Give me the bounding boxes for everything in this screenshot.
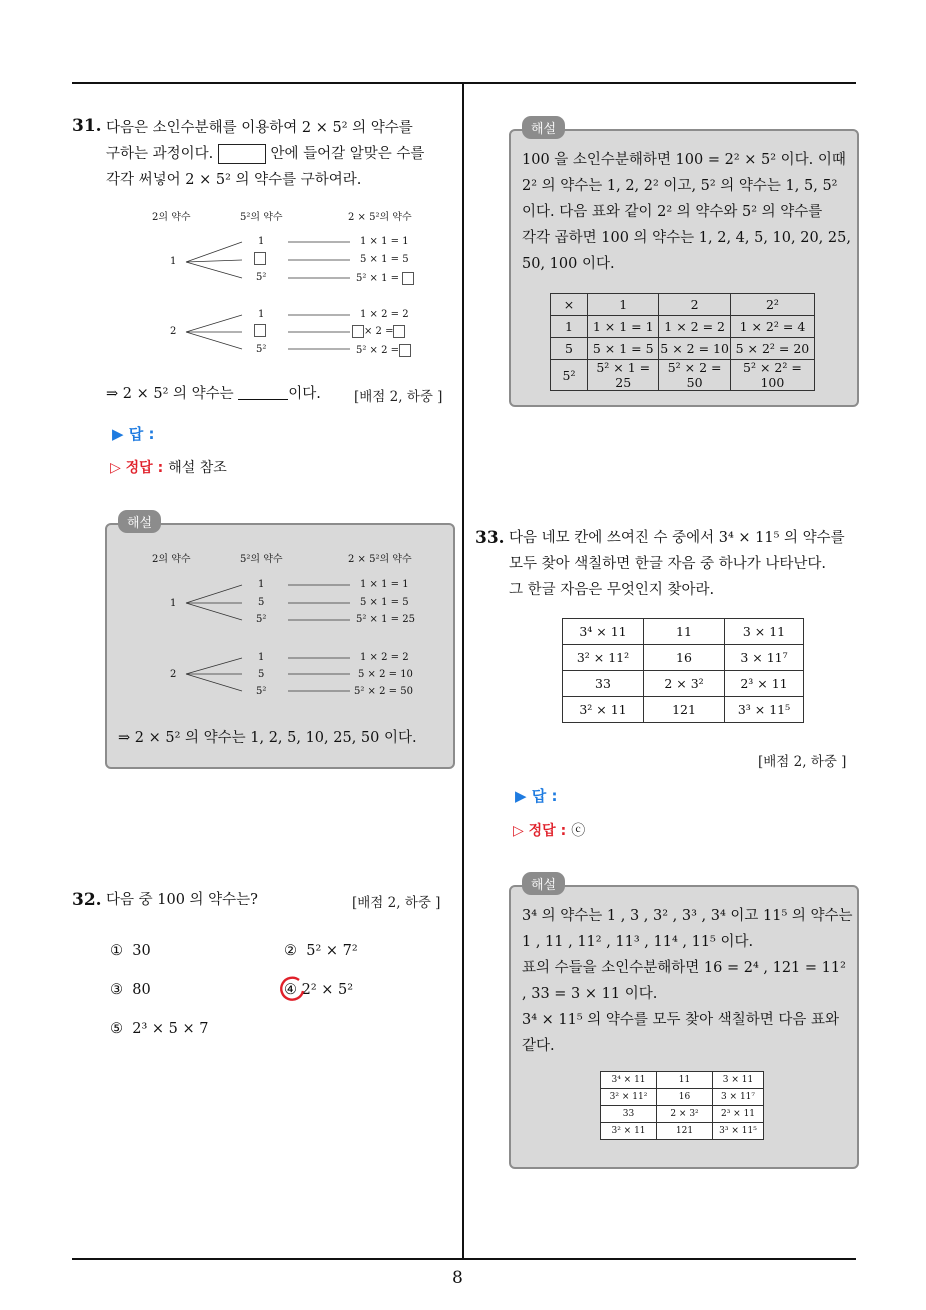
diag-header-product: 2 × 5²의 약수	[348, 212, 412, 223]
side-solution-table	[550, 293, 815, 391]
diag-result: 5² × 1 = 25	[356, 614, 415, 625]
diag-result: 5 × 2 = 10	[358, 669, 413, 680]
haeseol-tag: 해설	[118, 510, 161, 533]
diag-mid-blank	[254, 324, 266, 337]
top-rule	[72, 82, 856, 84]
q31-line1: 다음은 소인수분해를 이용하여 2 × 5² 의 약수를	[106, 120, 413, 136]
q32-choice-5[interactable]: ⑤ 2³ × 5 × 7	[110, 1021, 209, 1037]
diag-result: 1 × 2 = 2	[360, 652, 409, 663]
diag-result: 5² × 1 =	[356, 272, 414, 285]
q31-line2b: 안에 들어갈 알맞은 수를	[270, 146, 425, 162]
diag-mid: 1	[258, 236, 265, 247]
diag-mid: 5²	[256, 272, 267, 283]
q33-score: [배점 2, 하중 ]	[758, 754, 847, 770]
diag-result: × 2 =	[352, 325, 405, 338]
diag-root-2: 2	[170, 669, 177, 680]
table-cell: 2³ × 11	[725, 671, 804, 697]
diag-result: 1 × 1 = 1	[360, 579, 409, 590]
q33-solution-table	[600, 1071, 764, 1140]
blank-box	[393, 325, 405, 338]
table-cell: 1 × 1 = 1	[588, 316, 659, 338]
q33-table	[562, 618, 804, 723]
diag-result: 5² × 2 =	[356, 344, 411, 357]
table-cell: 3² × 11	[563, 697, 644, 723]
table-cell: 1	[588, 294, 659, 316]
side-solution-line: 각각 곱하면 100 의 약수는 1, 2, 4, 5, 10, 20, 25,	[522, 230, 851, 246]
diag-mid-blank	[254, 252, 266, 265]
table-cell: 3³ × 11⁵	[713, 1123, 764, 1140]
table-cell: 2 × 3²	[657, 1106, 713, 1123]
table-cell: 11	[657, 1072, 713, 1089]
diag-mid: 1	[258, 652, 265, 663]
diag-mid: 1	[258, 579, 265, 590]
bottom-rule	[72, 1258, 856, 1260]
blank-box	[352, 325, 364, 338]
table-cell: 5 × 1 = 5	[588, 338, 659, 360]
answer-underline	[238, 383, 288, 400]
table-cell: 2	[659, 294, 730, 316]
q33-number: 33.	[475, 528, 505, 548]
table-cell: 2 × 3²	[644, 671, 725, 697]
q31-number: 31.	[72, 116, 102, 136]
diag-root-1: 1	[170, 598, 177, 609]
table-cell: 5	[551, 338, 588, 360]
q33-answer-label: ▶ 답 :	[515, 787, 558, 805]
table-cell: 1	[551, 316, 588, 338]
q31-answer-label: ▶ 답 :	[112, 425, 155, 443]
table-cell: 1 × 2 = 2	[659, 316, 730, 338]
haeseol-tag: 해설	[522, 116, 565, 139]
diag-mid: 5	[258, 597, 265, 608]
table-cell: 2²	[730, 294, 814, 316]
q32-question: 다음 중 100 의 약수는?	[106, 892, 258, 908]
page-number: 8	[452, 1268, 463, 1288]
side-solution-line: 이다. 다음 표와 같이 2² 의 약수와 5² 의 약수를	[522, 204, 823, 220]
diag-header-2: 2의 약수	[152, 554, 191, 565]
diag-root-2: 2	[170, 326, 177, 337]
q33-solution-line: 1 , 11 , 11² , 11³ , 11⁴ , 11⁵ 이다.	[522, 934, 754, 950]
diag-result: 5² × 2 = 50	[354, 686, 413, 697]
table-cell: 2³ × 11	[713, 1106, 764, 1123]
diag-result: 5 × 1 = 5	[360, 597, 409, 608]
haeseol-tag: 해설	[522, 872, 565, 895]
diag-mid: 5²	[256, 686, 267, 697]
q31-score: [배점 2, 하중 ]	[354, 389, 443, 405]
table-cell: 5 × 2 = 10	[659, 338, 730, 360]
table-cell: 3 × 11	[713, 1072, 764, 1089]
diag-result: 1 × 2 = 2	[360, 309, 409, 320]
table-cell: 121	[644, 697, 725, 723]
table-cell: 3² × 11²	[563, 645, 644, 671]
column-divider	[462, 82, 464, 1259]
blank-box	[218, 144, 266, 164]
blank-box	[254, 252, 266, 265]
q32-number: 32.	[72, 890, 102, 910]
table-cell: 3 × 11	[725, 619, 804, 645]
q32-choice-4[interactable]: ④ 2² × 5²	[284, 982, 354, 998]
diag-result: 1 × 1 = 1	[360, 236, 409, 247]
table-cell: 1 × 2² = 4	[730, 316, 814, 338]
diag-mid: 1	[258, 309, 265, 320]
side-solution-line: 50, 100 이다.	[522, 256, 615, 272]
table-cell: 16	[644, 645, 725, 671]
diag-result: 5 × 1 = 5	[360, 254, 409, 265]
table-cell: 3³ × 11⁵	[725, 697, 804, 723]
diag-header-product: 2 × 5²의 약수	[348, 554, 412, 565]
q32-choice-3[interactable]: ③ 80	[110, 982, 151, 998]
blank-box	[402, 272, 414, 285]
q33-solution-line: 3⁴ 의 약수는 1 , 3 , 3² , 3³ , 3⁴ 이고 11⁵ 의 약수는	[522, 908, 853, 924]
table-cell: 3 × 11⁷	[713, 1089, 764, 1106]
diag-header-5sq: 5²의 약수	[240, 212, 283, 223]
diag-mid: 5²	[256, 344, 267, 355]
table-cell: 3² × 11²	[601, 1089, 657, 1106]
q33-line2: 모두 찾아 색칠하면 한글 자음 중 하나가 나타난다.	[509, 556, 827, 572]
table-cell: 121	[657, 1123, 713, 1140]
table-cell: 3² × 11	[601, 1123, 657, 1140]
table-cell: 5²	[551, 360, 588, 391]
table-cell: 5² × 1 = 25	[588, 360, 659, 391]
table-cell: 3 × 11⁷	[725, 645, 804, 671]
q31-conclusion: ⇒ 2 × 5² 의 약수는 이다.	[106, 381, 321, 407]
q33-solution-line: 표의 수들을 소인수분해하면 16 = 2⁴ , 121 = 11²	[522, 960, 846, 976]
side-solution-line: 100 을 소인수분해하면 100 = 2² × 5² 이다. 이때	[522, 152, 846, 168]
q33-solution-line: , 33 = 3 × 11 이다.	[522, 986, 658, 1002]
q32-score: [배점 2, 하중 ]	[352, 895, 441, 911]
side-solution-line: 2² 의 약수는 1, 2, 2² 이고, 5² 의 약수는 1, 5, 5²	[522, 178, 838, 194]
diag-header-5sq: 5²의 약수	[240, 554, 283, 565]
answer-circle-icon	[277, 974, 307, 1004]
table-cell: 5 × 2² = 20	[730, 338, 814, 360]
table-cell: 5² × 2² = 100	[730, 360, 814, 391]
diag-root-1: 1	[170, 256, 177, 267]
table-cell: ×	[551, 294, 588, 316]
q31-line2a: 구하는 과정이다.	[106, 146, 214, 162]
diag-mid: 5	[258, 669, 265, 680]
q32-choice-1[interactable]: ① 30	[110, 943, 151, 959]
q32-choice-2[interactable]: ② 5² × 7²	[284, 943, 358, 959]
q31-solution-conclusion: ⇒ 2 × 5² 의 약수는 1, 2, 5, 10, 25, 50 이다.	[118, 730, 417, 746]
table-cell: 33	[601, 1106, 657, 1123]
q31-line3: 각각 써넣어 2 × 5² 의 약수를 구하여라.	[106, 172, 362, 188]
table-cell: 33	[563, 671, 644, 697]
table-cell: 16	[657, 1089, 713, 1106]
table-cell: 11	[644, 619, 725, 645]
q31-line2	[106, 141, 424, 167]
q33-line3: 그 한글 자음은 무엇인지 찾아라.	[509, 582, 715, 598]
diag-header-2: 2의 약수	[152, 212, 191, 223]
q33-jeongdap: ▷ 정답 : ⓒ	[513, 823, 586, 839]
blank-box	[399, 344, 411, 357]
blank-box	[254, 324, 266, 337]
q33-solution-line: 3⁴ × 11⁵ 의 약수를 모두 찾아 색칠하면 다음 표와	[522, 1012, 840, 1028]
q33-line1: 다음 네모 칸에 쓰여진 수 중에서 3⁴ × 11⁵ 의 약수를	[509, 530, 845, 546]
q33-solution-line: 같다.	[522, 1038, 555, 1054]
q31-jeongdap: ▷ 정답 : 해설 참조	[110, 460, 227, 476]
diag-mid: 5²	[256, 614, 267, 625]
table-cell: 5² × 2 = 50	[659, 360, 730, 391]
table-cell: 3⁴ × 11	[601, 1072, 657, 1089]
table-cell: 3⁴ × 11	[563, 619, 644, 645]
